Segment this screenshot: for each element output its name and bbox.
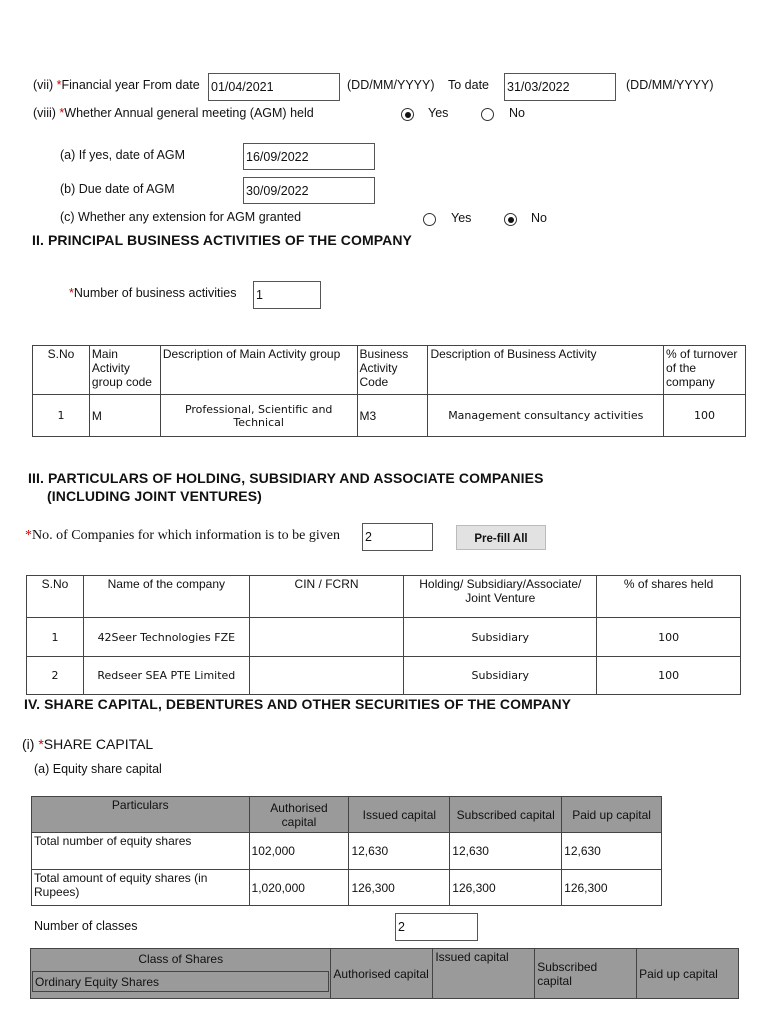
agm-yes-radio[interactable] <box>401 108 414 121</box>
agm-due-label: (b) Due date of AGM <box>60 182 175 196</box>
header-cell: CIN / FCRN <box>249 576 404 618</box>
agm-ext-yes-radio[interactable] <box>423 213 436 226</box>
agm-no-radio[interactable] <box>481 108 494 121</box>
header-cell: Business Activity Code <box>357 346 428 395</box>
section-2-title: II. PRINCIPAL BUSINESS ACTIVITIES OF THE COMPANY <box>32 232 412 248</box>
cell-relation: Subsidiary <box>404 618 597 657</box>
table-header-row <box>31 949 739 999</box>
cell-paid-up[interactable]: 12,630 <box>562 833 662 870</box>
fy-to-label: To date <box>448 78 490 92</box>
number-of-classes-field[interactable]: 2 <box>395 913 478 941</box>
cell-sno: 1 <box>33 395 90 437</box>
header-cell: S.No <box>27 576 84 618</box>
agm-date-field[interactable]: 16/09/2022 <box>243 143 375 170</box>
header-cell: Subscribed capital <box>450 797 562 833</box>
header-cell: Paid up capital <box>637 949 739 999</box>
equity-share-capital-label: (a) Equity share capital <box>34 762 162 776</box>
section-3-title-line2: (INCLUDING JOINT VENTURES) <box>47 488 262 504</box>
header-cell: Name of the company <box>83 576 249 618</box>
header-cell: % of turnover of the company <box>664 346 746 395</box>
cell-main-code[interactable]: M <box>89 395 160 437</box>
companies-count-field[interactable]: 2 <box>362 523 433 551</box>
header-cell: Paid up capital <box>562 797 662 833</box>
fy-from-date-field[interactable]: 01/04/2021 <box>208 73 340 101</box>
cell-activity-desc: Management consultancy activities <box>428 395 664 437</box>
table-row <box>32 833 662 870</box>
cell-main-desc: Professional, Scientific and Technical <box>160 395 357 437</box>
table-header-row <box>33 346 746 395</box>
agm-yes-label: Yes <box>428 106 449 120</box>
agm-ext-no-label: No <box>531 211 547 225</box>
cell-issued[interactable]: 12,630 <box>349 833 450 870</box>
class-of-shares-cell <box>31 949 331 999</box>
companies-table <box>26 575 741 695</box>
cell-sno: 1 <box>27 618 84 657</box>
fy-label: (vii) *Financial year From date <box>33 78 200 92</box>
number-of-classes-label: Number of classes <box>34 919 138 933</box>
class-name-field[interactable]: Ordinary Equity Shares <box>32 971 329 992</box>
cell-particulars: Total number of equity shares <box>32 833 250 870</box>
cell-shares-held: 100 <box>597 657 741 695</box>
cell-paid-up[interactable]: 126,300 <box>562 870 662 906</box>
table-row <box>27 618 741 657</box>
agm-extension-label: (c) Whether any extension for AGM granted <box>60 210 302 224</box>
cell-subscribed[interactable]: 126,300 <box>450 870 562 906</box>
header-cell: Description of Main Activity group <box>160 346 357 395</box>
table-row <box>32 870 662 906</box>
header-cell: Subscribed capital <box>535 949 637 999</box>
cell-company-name: 42Seer Technologies FZE <box>83 618 249 657</box>
table-header-row <box>32 797 662 833</box>
table-row <box>33 395 746 437</box>
cell-subscribed[interactable]: 12,630 <box>450 833 562 870</box>
agm-date-label: (a) If yes, date of AGM <box>60 148 186 162</box>
business-activities-count-field[interactable]: 1 <box>253 281 321 309</box>
cell-sno: 2 <box>27 657 84 695</box>
cell-authorised[interactable]: 102,000 <box>249 833 349 870</box>
agm-ext-no-radio[interactable] <box>504 213 517 226</box>
agm-due-field[interactable]: 30/09/2022 <box>243 177 375 204</box>
fy-to-hint: (DD/MM/YYYY) <box>626 78 714 92</box>
cell-turnover: 100 <box>664 395 746 437</box>
header-cell: Authorised capital <box>249 797 349 833</box>
header-cell: S.No <box>33 346 90 395</box>
header-cell: Main Activity group code <box>89 346 160 395</box>
agm-ext-yes-label: Yes <box>451 211 472 225</box>
table-row <box>27 657 741 695</box>
header-cell: % of shares held <box>597 576 741 618</box>
header-cell: Holding/ Subsidiary/Associate/ Joint Venture <box>404 576 597 618</box>
section-4-title: IV. SHARE CAPITAL, DEBENTURES AND OTHER SECURITIES OF THE COMPANY <box>24 696 572 712</box>
cell-cin[interactable] <box>249 657 404 695</box>
cell-shares-held: 100 <box>597 618 741 657</box>
cell-activity-code[interactable]: M3 <box>357 395 428 437</box>
prefill-all-button[interactable]: Pre-fill All <box>456 525 546 550</box>
header-cell: Issued capital <box>433 949 535 999</box>
business-activities-table <box>32 345 746 437</box>
cell-cin[interactable] <box>249 618 404 657</box>
header-cell: Particulars <box>32 797 250 833</box>
header-cell: Description of Business Activity <box>428 346 664 395</box>
agm-no-label: No <box>509 106 525 120</box>
header-cell: Authorised capital <box>331 949 433 999</box>
table-header-row <box>27 576 741 618</box>
class-of-shares-header: Class of Shares <box>138 952 224 966</box>
cell-issued[interactable]: 126,300 <box>349 870 450 906</box>
companies-count-label: *No. of Companies for which information is to be given <box>25 528 340 543</box>
fy-from-hint: (DD/MM/YYYY) <box>347 78 435 92</box>
equity-capital-table <box>31 796 662 906</box>
section-3-title-line1: III. PARTICULARS OF HOLDING, SUBSIDIARY AND ASSOCIATE COMPANIES <box>28 470 544 486</box>
cell-company-name: Redseer SEA PTE Limited <box>83 657 249 695</box>
agm-held-label: (viii) *Whether Annual general meeting (AGM) held <box>33 106 314 120</box>
header-cell: Issued capital <box>349 797 450 833</box>
cell-particulars: Total amount of equity shares (in Rupees) <box>32 870 250 906</box>
share-capital-subtitle: (i) *SHARE CAPITAL <box>22 736 154 752</box>
cell-relation: Subsidiary <box>404 657 597 695</box>
share-classes-table <box>30 948 739 999</box>
cell-authorised[interactable]: 1,020,000 <box>249 870 349 906</box>
business-activities-count-label: *Number of business activities <box>69 286 237 300</box>
fy-to-date-field[interactable]: 31/03/2022 <box>504 73 616 101</box>
